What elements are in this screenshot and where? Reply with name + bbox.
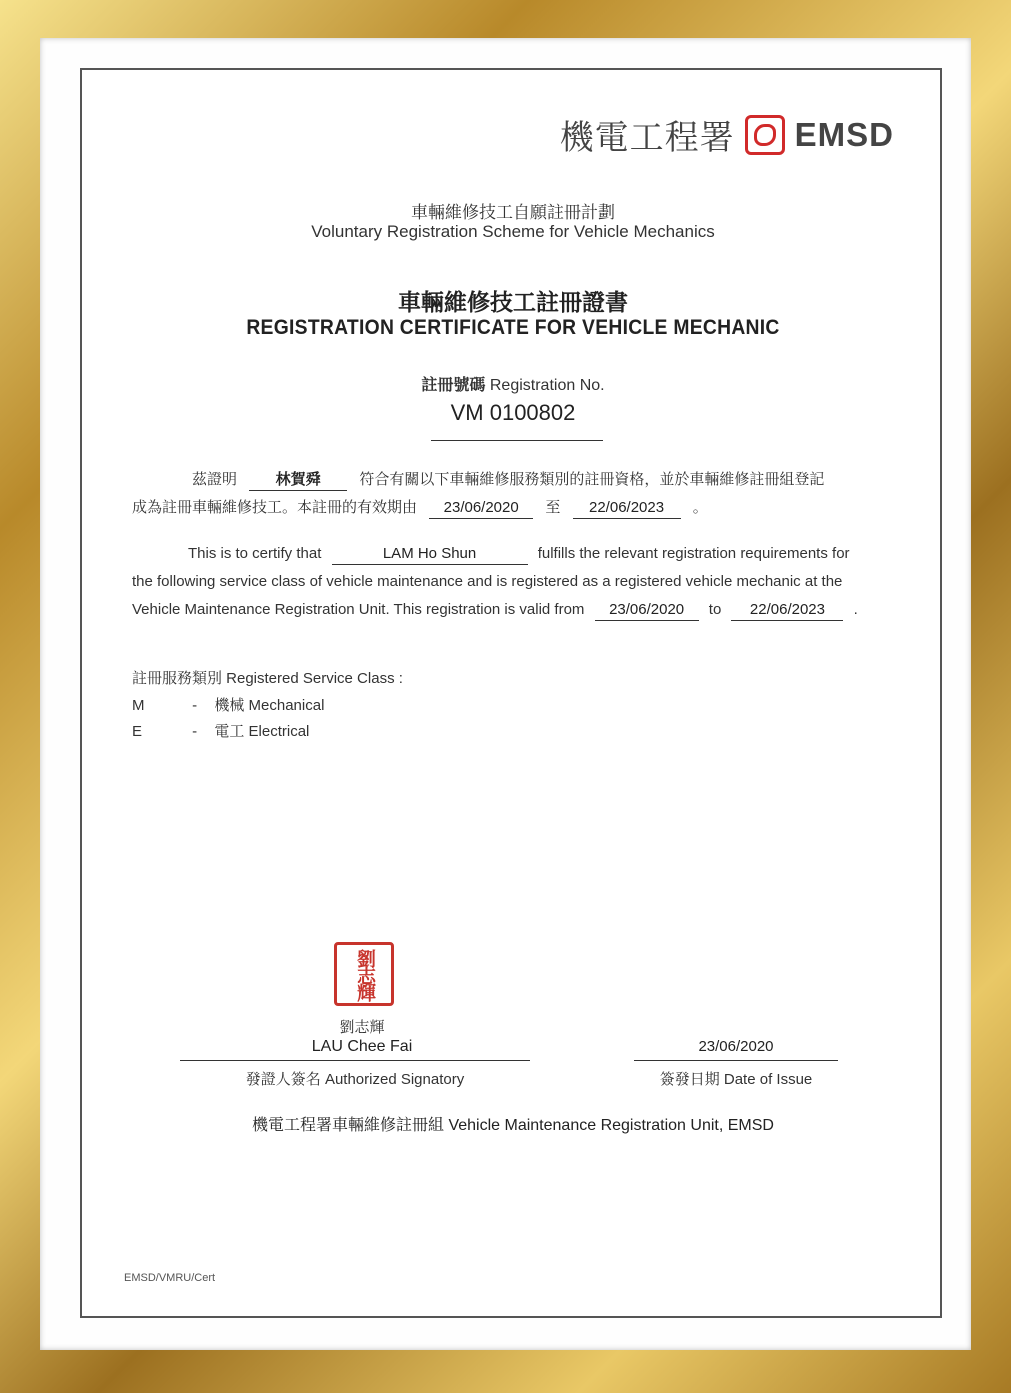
en-end-mark: . <box>853 601 858 618</box>
signatory-name-cn: 劉志輝 <box>339 1019 385 1036</box>
service-name-cn: 機械 <box>214 697 245 714</box>
cn-text-validity: 成為註冊車輛維修技工。本註冊的有效期由 <box>132 499 418 516</box>
cn-holder-name: 林賀舜 <box>249 470 347 491</box>
service-class-item <box>132 694 432 715</box>
cn-valid-from: 23/06/2020 <box>429 498 533 519</box>
en-to-word: to <box>708 601 722 618</box>
issue-date: 23/06/2020 <box>698 1038 774 1055</box>
form-reference: EMSD/VMRU/Cert <box>124 1272 216 1284</box>
logo-en-text: EMSD <box>794 115 894 153</box>
service-name-en: Electrical <box>248 723 310 740</box>
service-dash: - <box>192 723 198 740</box>
service-name-cn: 電工 <box>214 723 245 740</box>
logo-cn-text: 機電工程署 <box>559 119 735 157</box>
service-code: M <box>132 697 145 714</box>
cn-text-requirements: 符合有關以下車輛維修服務類別的註冊資格，並於車輛維修註冊組登記 <box>359 471 825 488</box>
service-code: E <box>132 723 143 740</box>
scheme-title-cn: 車輛維修技工自願註冊計劃 <box>411 203 615 222</box>
certificate-title-cn: 車輛維修技工註冊證書 <box>398 289 628 315</box>
en-paragraph-line1 <box>188 540 918 568</box>
issue-date-label: 簽發日期 Date of Issue <box>659 1071 813 1088</box>
emsd-emblem-icon <box>745 115 785 155</box>
cn-paragraph-line2 <box>132 494 912 522</box>
signature-line <box>180 1060 530 1061</box>
cn-text-certify: 茲證明 <box>192 471 238 488</box>
en-text-certify: This is to certify that <box>188 545 322 562</box>
cn-end-mark: 。 <box>692 499 708 516</box>
registration-label-en: Registration No. <box>489 377 605 394</box>
scheme-title-en: Voluntary Registration Scheme for Vehicle Mechanics <box>311 222 715 241</box>
issuing-unit: 機電工程署車輛維修註冊組 Vehicle Maintenance Registration Unit, EMSD <box>252 1117 774 1134</box>
en-paragraph-line3 <box>132 596 922 624</box>
seal-text: 劉志輝 <box>354 948 375 1000</box>
registration-number: VM 0100802 <box>450 400 576 425</box>
cn-valid-to: 22/06/2023 <box>573 498 681 519</box>
service-dash: - <box>192 697 198 714</box>
emsd-logo <box>560 110 894 159</box>
en-text-validity: Vehicle Maintenance Registration Unit. This registration is valid from <box>132 601 585 618</box>
service-class-item <box>132 720 432 741</box>
en-paragraph-line2: the following service class of vehicle maintenance and is registered as a registered vehicle mechanic at the <box>132 573 843 590</box>
service-class-heading: 註冊服務類別 Registered Service Class : <box>132 670 403 687</box>
en-valid-to: 22/06/2023 <box>731 600 843 621</box>
certificate-paper <box>80 68 942 1318</box>
en-valid-from: 23/06/2020 <box>595 600 699 621</box>
registration-underline <box>431 440 603 441</box>
service-name-en: Mechanical <box>248 697 325 714</box>
cn-to-word: 至 <box>545 499 561 516</box>
cn-paragraph-line1 <box>192 466 912 494</box>
issue-date-line <box>634 1060 838 1061</box>
registration-label <box>82 372 944 395</box>
signatory-name-en: LAU Chee Fai <box>311 1038 413 1055</box>
certificate-title-en: REGISTRATION CERTIFICATE FOR VEHICLE MECHANIC <box>246 316 780 339</box>
signatory-seal <box>334 942 394 1006</box>
en-text-requirements: fulfills the relevant registration requirements for <box>537 545 850 562</box>
signatory-label: 發證人簽名 Authorized Signatory <box>245 1071 465 1088</box>
en-holder-name: LAM Ho Shun <box>332 544 528 565</box>
registration-label-cn: 註冊號碼 <box>421 377 486 394</box>
